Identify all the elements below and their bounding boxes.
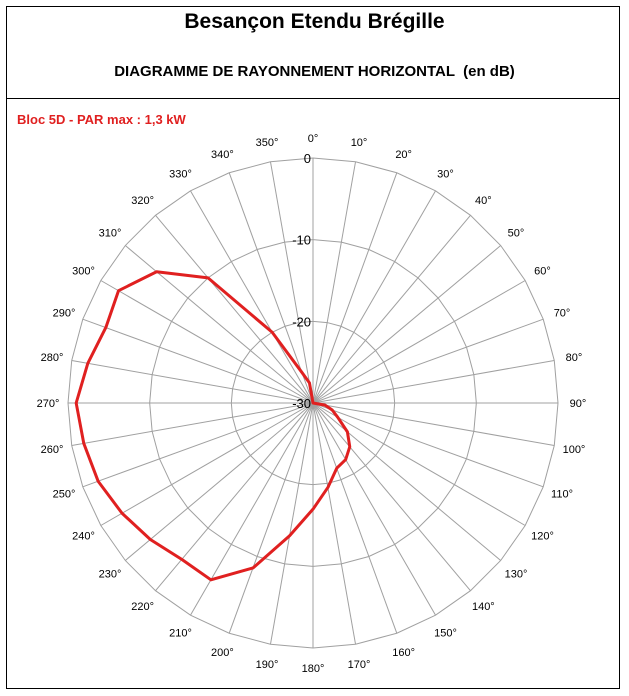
angle-tick-label: 60° — [534, 265, 551, 278]
angle-tick-label: 70° — [553, 307, 571, 320]
angle-tick-label: 130° — [504, 568, 528, 581]
angle-tick-label: 330° — [169, 168, 192, 181]
angle-tick-label: 160° — [392, 647, 416, 660]
angle-tick-label: 320° — [131, 195, 155, 207]
angle-tick-label: 90° — [569, 398, 587, 410]
angle-tick-label: 310° — [98, 227, 122, 240]
angle-tick-label: 180° — [301, 663, 325, 675]
radial-tick-label: 0 — [303, 151, 311, 166]
angle-tick-label: 40° — [475, 195, 492, 207]
angle-tick-label: 270° — [36, 398, 60, 410]
chart-subtitle: DIAGRAMME DE RAYONNEMENT HORIZONTAL (en dB) — [114, 63, 515, 80]
angle-tick-label: 290° — [52, 307, 76, 320]
angle-tick-label: 50° — [507, 227, 525, 240]
angle-tick-label: 150° — [434, 627, 457, 640]
angle-tick-label: 280° — [40, 351, 64, 364]
radial-tick-label: -20 — [292, 314, 311, 330]
angle-tick-label: 140° — [471, 601, 495, 613]
angle-tick-label: 340° — [210, 148, 234, 161]
angle-tick-label: 210° — [169, 627, 192, 640]
chart-title: Besançon Etendu Brégille — [184, 10, 445, 33]
angle-tick-label: 110° — [551, 488, 573, 501]
angle-tick-label: 20° — [395, 148, 412, 161]
angle-tick-label: 100° — [562, 444, 586, 457]
angle-tick-label: 190° — [255, 658, 279, 671]
series-label: Bloc 5D - PAR max : 1,3 kW — [17, 112, 186, 127]
radial-tick-label: -10 — [292, 232, 311, 248]
angle-tick-label: 10° — [350, 137, 368, 150]
angle-tick-label: 170° — [347, 658, 371, 671]
angle-tick-label: 240° — [72, 530, 95, 543]
angle-tick-label: 120° — [531, 530, 554, 543]
angle-tick-label: 300° — [72, 265, 95, 278]
angle-tick-label: 0° — [307, 133, 319, 145]
angle-tick-label: 220° — [131, 601, 155, 613]
angle-tick-label: 230° — [98, 568, 122, 581]
angle-tick-label: 250° — [52, 488, 76, 501]
radial-tick-label: -30 — [292, 396, 311, 411]
angle-tick-label: 30° — [437, 168, 454, 181]
angle-tick-label: 200° — [210, 647, 234, 660]
angle-tick-label: 350° — [255, 137, 279, 150]
angle-tick-label: 80° — [565, 351, 583, 364]
angle-tick-label: 260° — [40, 444, 64, 457]
